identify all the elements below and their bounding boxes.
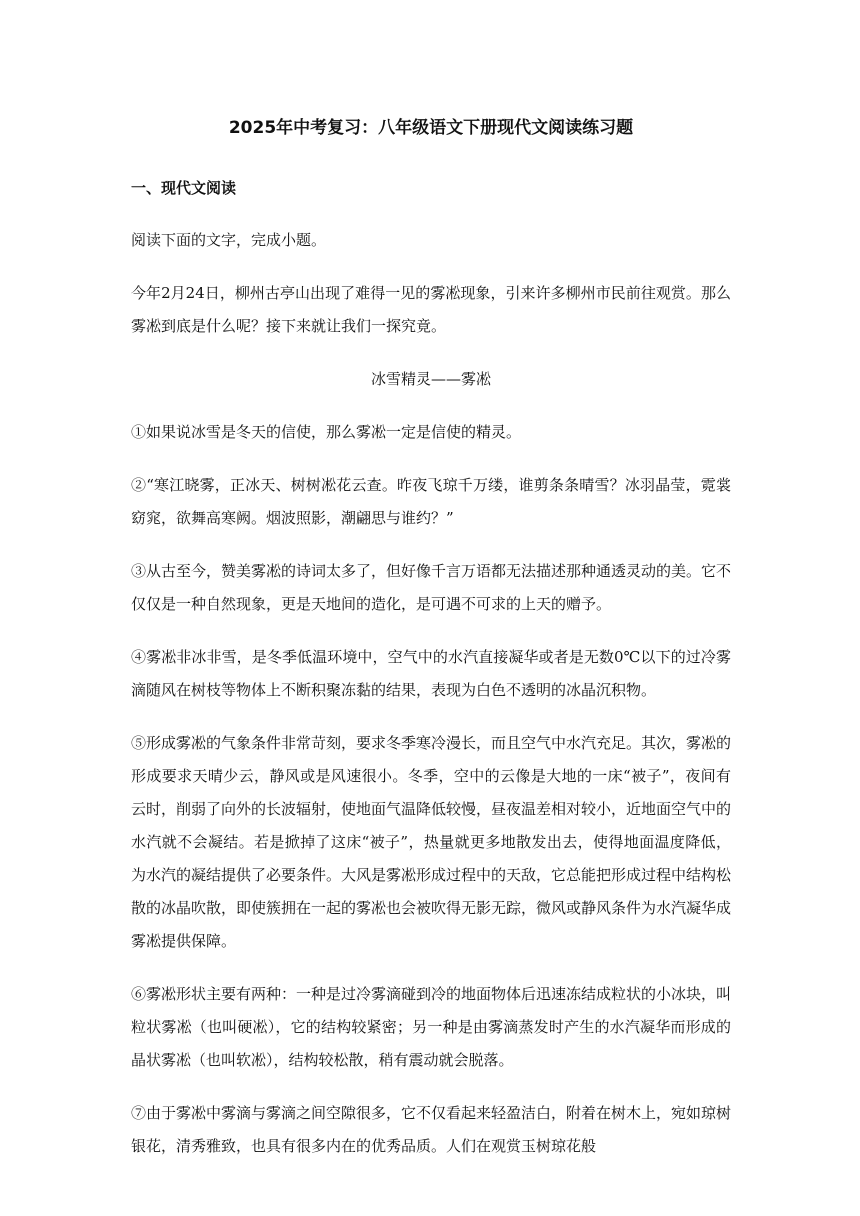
- document-content: [131, 112, 731, 1183]
- intro-paragraph: 今年2月24日，柳州古亭山出现了难得一见的雾凇现象，引来许多柳州市民前往观赏。那么雾凇到底是什么呢？接下来就让我们一探究竟。: [131, 284, 731, 335]
- paragraph-1: ①如果说冰雪是冬天的信使，那么雾凇一定是信使的精灵。: [131, 423, 522, 441]
- paragraph-4: ④雾凇非冰非雪，是冬季低温环境中，空气中的水汽直接凝华或者是无数0℃以下的过冷雾滴随风在树枝等物体上不断积聚冻黏的结果，表现为白色不透明的冰晶沉积物。: [131, 648, 731, 699]
- paragraph-7: ⑦由于雾凇中雾滴与雾滴之间空隙很多，它不仅看起来轻盈洁白，附着在树木上，宛如琼树银花，清秀雅致，也具有很多内在的优秀品质。人们在观赏玉树琼花般: [131, 1104, 732, 1155]
- paragraph-3: ③从古至今，赞美雾凇的诗词太多了，但好像千言万语都无法描述那种通透灵动的美。它不仅仅是一种自然现象，更是天地间的造化，是可遇不可求的上天的赠予。: [131, 562, 732, 613]
- paragraph-6: ⑥雾凇形状主要有两种：一种是过冷雾滴碰到冷的地面物体后迅速冻结成粒状的小冰块，叫粒状雾凇（也叫硬凇），它的结构较紧密；另一种是由雾滴蒸发时产生的水汽凝华而形成的晶状雾凇（也叫软凇），结构较松散，稍有震动就会脱落。: [131, 985, 732, 1069]
- paragraph-5: ⑤形成雾凇的气象条件非常苛刻，要求冬季寒冷漫长，而且空气中水汽充足。其次，雾凇的形成要求天晴少云，静风或是风速很小。冬季，空中的云像是大地的一床“被子”，夜间有云时，削弱了向外的长波辐射，使地面气温降低较慢，昼夜温差相对较小，近地面空气中的水汽就不会凝结。若是掀掉了这床“被子”，热量就更多地散发出去，使得地面温度降低，为水汽的凝结提供了必要条件。大风是雾凇形成过程中的天敌，它总能把形成过程中结构松散的冰晶吹散，即使簇拥在一起的雾凇也会被吹得无影无踪，微风或静风条件为水汽凝华成雾凇提供保障。: [131, 734, 732, 950]
- document-title: 2025年中考复习：八年级语文下册现代文阅读练习题: [228, 118, 634, 138]
- instruction-text: 阅读下面的文字，完成小题。: [131, 231, 327, 249]
- paragraph-2: ②“寒江晓雾，正冰天、树树凇花云查。昨夜飞琼千万缕，谁剪条条晴雪？冰羽晶莹，霓裳窈窕，欲舞高寒阙。烟波照影，潮翩思与谁约？”: [131, 476, 731, 527]
- section-heading: 一、现代文阅读: [131, 179, 237, 197]
- article-title: 冰雪精灵——雾凇: [370, 370, 491, 388]
